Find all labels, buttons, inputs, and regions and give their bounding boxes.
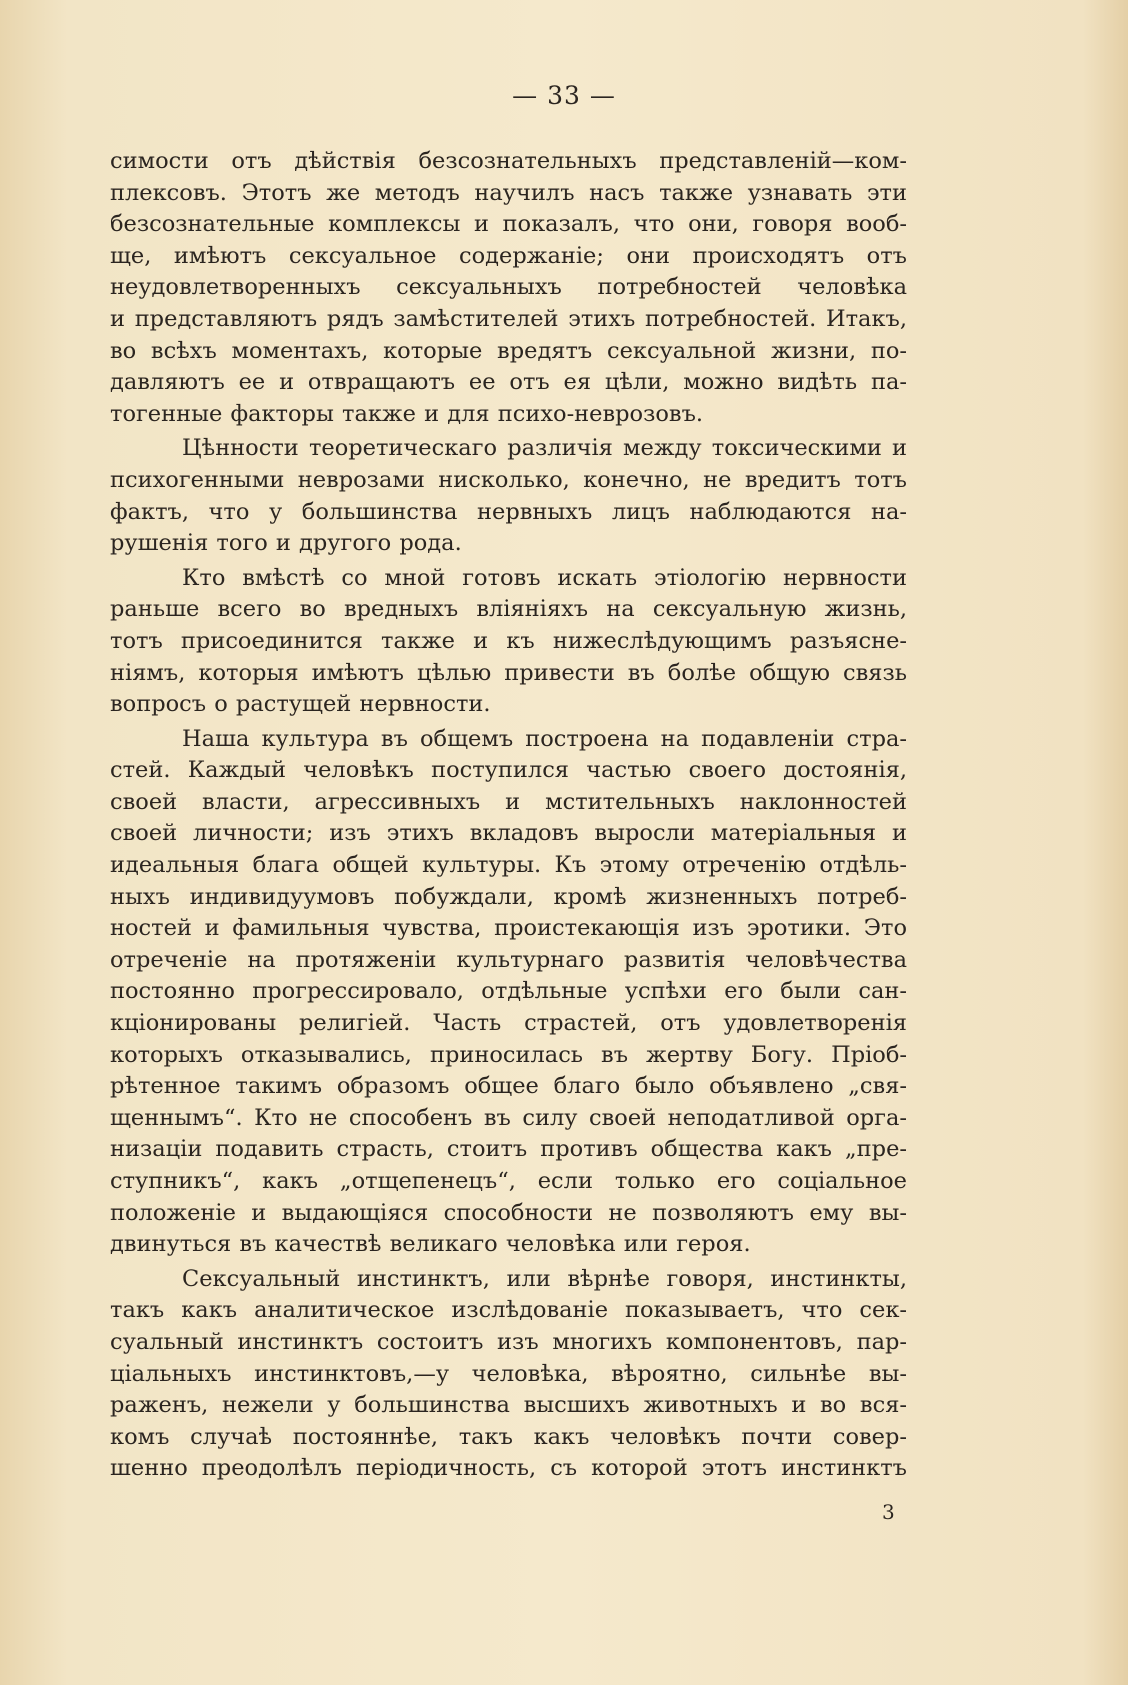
text-line: ступникъ“, какъ „отщепенецъ“, если только его соціальное: [110, 1168, 907, 1194]
text-line: психогенными неврозами нисколько, конечно, не вредитъ тотъ: [110, 466, 907, 493]
text-line: Наша культура въ общемъ построена на подавленіи стра-: [182, 725, 907, 752]
text-line: симости отъ дѣйствія безсознательныхъ представленій—ком-: [110, 148, 907, 174]
text-line: и представляютъ рядъ замѣстителей этихъ потребностей. Итакъ,: [110, 305, 907, 332]
text-line: вопросъ о растущей нервности.: [110, 691, 491, 718]
text-line: во всѣхъ моментахъ, которые вредятъ сексуальной жизни, по-: [110, 337, 907, 364]
text-line: рушенія того и другого рода.: [110, 530, 462, 557]
paragraph: [110, 724, 907, 1261]
text-line: плексовъ. Этотъ же методъ научилъ насъ также узнавать эти: [110, 179, 907, 206]
text-line: кціонированы религіей. Часть страстей, отъ удовлетворенія: [110, 1010, 907, 1037]
text-line: фактъ, что у большинства нервныхъ лицъ наблюдаются на-: [110, 498, 907, 525]
text-line: стей. Каждый человѣкъ поступился частью своего достоянія,: [110, 757, 907, 784]
text-line: идеальныя блага общей культуры. Къ этому отреченію отдѣль-: [110, 852, 907, 879]
signature-mark: 3: [882, 1500, 895, 1524]
text-line: положеніе и выдающіяся способности не позволяютъ ему вы-: [110, 1199, 907, 1226]
text-line: ностей и фамильныя чувства, проистекающія изъ эротики. Это: [110, 915, 907, 942]
text-line: низаціи подавить страсть, стоитъ противъ общества какъ „пре-: [110, 1136, 907, 1163]
text-line: давляютъ ее и отвращаютъ ее отъ ея цѣли, можно видѣть па-: [110, 369, 907, 396]
text-line: ніямъ, которыя имѣютъ цѣлью привести въ болѣе общую связь: [110, 659, 907, 686]
text-line: безсознательные комплексы и показалъ, что они, говоря вооб-: [110, 211, 907, 238]
text-line: шенно преодолѣлъ періодичность, съ которой этотъ инстинктъ: [110, 1455, 907, 1482]
text-line: ціальныхъ инстинктовъ,—у человѣка, вѣроятно, сильнѣе вы-: [110, 1360, 907, 1387]
text-line: Цѣнности теоретическаго различія между токсическими и: [182, 435, 907, 462]
paragraph: [110, 433, 907, 559]
text-line: постоянно прогрессировало, отдѣльные успѣхи его были сан-: [110, 978, 907, 1005]
text-line: комъ случаѣ постояннѣе, такъ какъ человѣкъ почти совер-: [110, 1423, 907, 1450]
page-number: — 33 —: [512, 81, 616, 110]
text-line: Кто вмѣстѣ со мной готовъ искать этіологію нервности: [182, 564, 907, 591]
text-line: тогенные факторы также и для психо-неврозовъ.: [110, 400, 704, 427]
text-line: неудовлетворенныхъ сексуальныхъ потребностей человѣка: [110, 274, 907, 301]
text-line: ще, имѣютъ сексуальное содержаніе; они происходятъ отъ: [110, 242, 907, 269]
text-line: своей личности; изъ этихъ вкладовъ выросли матеріальныя и: [110, 820, 907, 847]
paragraph: [110, 146, 907, 430]
text-line: раньше всего во вредныхъ вліяніяхъ на сексуальную жизнь,: [110, 596, 907, 623]
text-line: щеннымъ“. Кто не способенъ въ силу своей неподатливой орга-: [110, 1104, 907, 1131]
text-line: двинуться въ качествѣ великаго человѣка или героя.: [110, 1231, 751, 1258]
text-line: тотъ присоединится также и къ нижеслѣдующимъ разъясне-: [110, 627, 907, 654]
text-line: такъ какъ аналитическое изслѣдованіе показываетъ, что сек-: [110, 1297, 907, 1324]
text-line: своей власти, агрессивныхъ и мстительныхъ наклонностей: [110, 788, 907, 815]
text-line: отреченіе на протяженіи культурнаго развитія человѣчества: [110, 946, 907, 973]
paragraph: [110, 1264, 907, 1485]
text-line: раженъ, нежели у большинства высшихъ животныхъ и во вся-: [110, 1392, 907, 1419]
paragraph: [110, 563, 907, 721]
text-line: Сексуальный инстинктъ, или вѣрнѣе говоря, инстинкты,: [182, 1265, 907, 1292]
body-text: [110, 146, 907, 1488]
text-line: которыхъ отказывались, приносилась въ жертву Богу. Пріоб-: [110, 1041, 907, 1068]
text-line: суальный инстинктъ состоитъ изъ многихъ компонентовъ, пар-: [110, 1328, 907, 1355]
text-line: рѣтенное такимъ образомъ общее благо было объявлено „свя-: [110, 1073, 907, 1100]
text-line: ныхъ индивидуумовъ побуждали, кромѣ жизненныхъ потреб-: [110, 883, 907, 910]
